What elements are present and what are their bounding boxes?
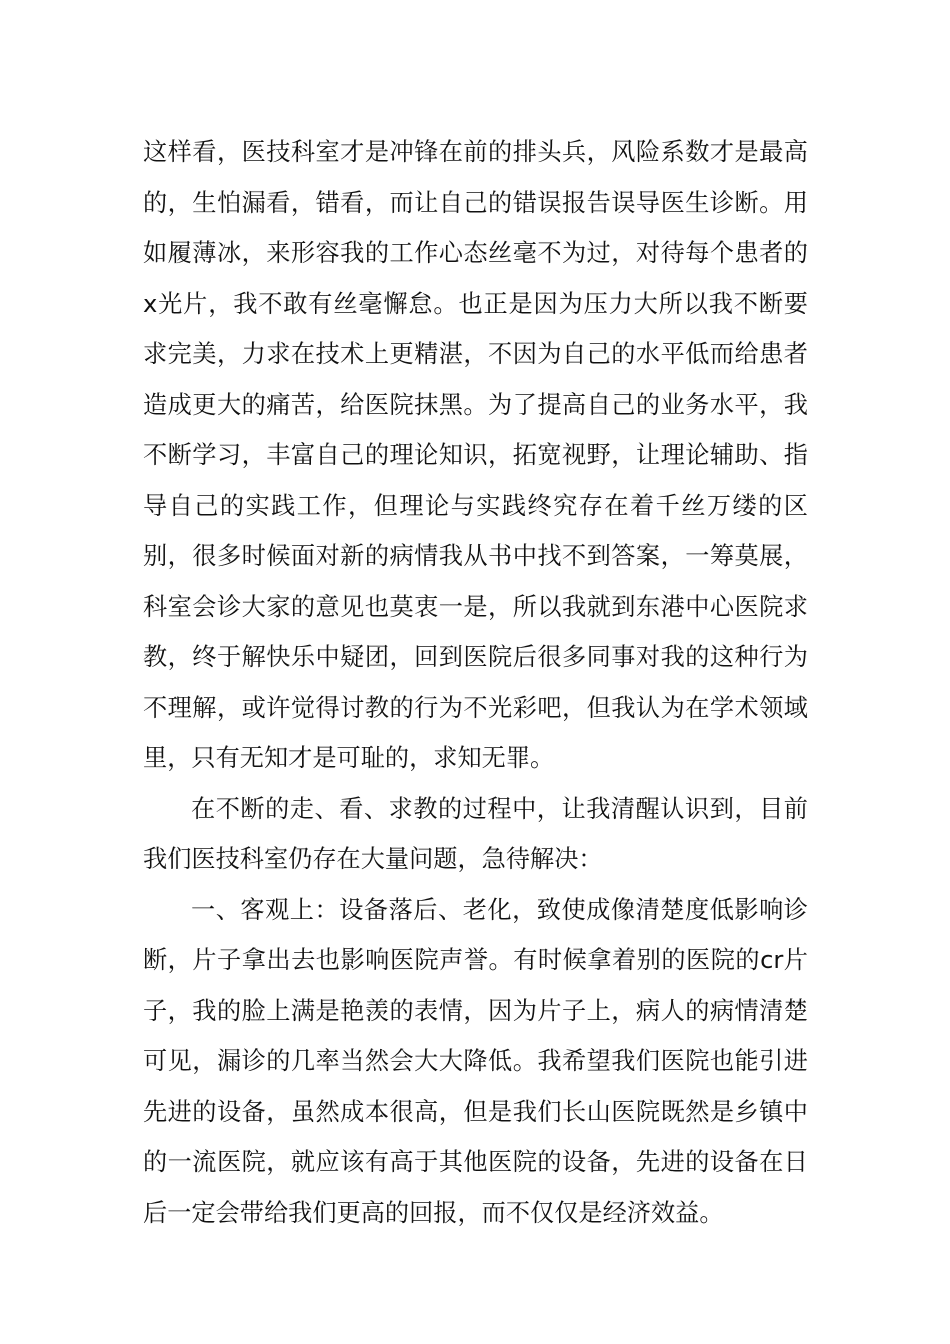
paragraph-1: 这样看，医技科室才是冲锋在前的排头兵，风险系数才是最高的，生怕漏看，错看，而让自己的错误报告误导医生诊断。用如履薄冰，来形容我的工作心态丝毫不为过，对待每个患者的x光片，我不敢有丝毫懈怠。也正是因为压力大所以我不断要求完美，力求在技术上更精湛，不因为自己的水平低而给患者造成更大的痛苦，给医院抹黑。为了提高自己的业务水平，我不断学习，丰富自己的理论知识，拓宽视野，让理论辅助、指导自己的实践工作，但理论与实践终究存在着千丝万缕的区别，很多时候面对新的病情我从书中找不到答案，一筹莫展，科室会诊大家的意见也莫衷一是，所以我就到东港中心医院求教，终于解快乐中疑团，回到医院后很多同事对我的这种行为不理解，或许觉得讨教的行为不光彩吧，但我认为在学术领域里，只有无知才是可耻的，求知无罪。 bbox=[143, 138, 808, 772]
paragraph-2: 在不断的走、看、求教的过程中，让我清醒认识到，目前我们医技科室仍存在大量问题，急待解决： bbox=[143, 794, 808, 873]
document-body bbox=[143, 127, 808, 1238]
paragraph-3: 一、客观上：设备落后、老化，致使成像清楚度低影响诊断，片子拿出去也影响医院声誉。有时候拿着别的医院的cr片子，我的脸上满是艳羡的表情，因为片子上，病人的病情清楚可见，漏诊的几率当然会大大降低。我希望我们医院也能引进先进的设备，虽然成本很高，但是我们长山医院既然是乡镇中的一流医院，就应该有高于其他医院的设备，先进的设备在日后一定会带给我们更高的回报，而不仅仅是经济效益。 bbox=[143, 895, 808, 1227]
